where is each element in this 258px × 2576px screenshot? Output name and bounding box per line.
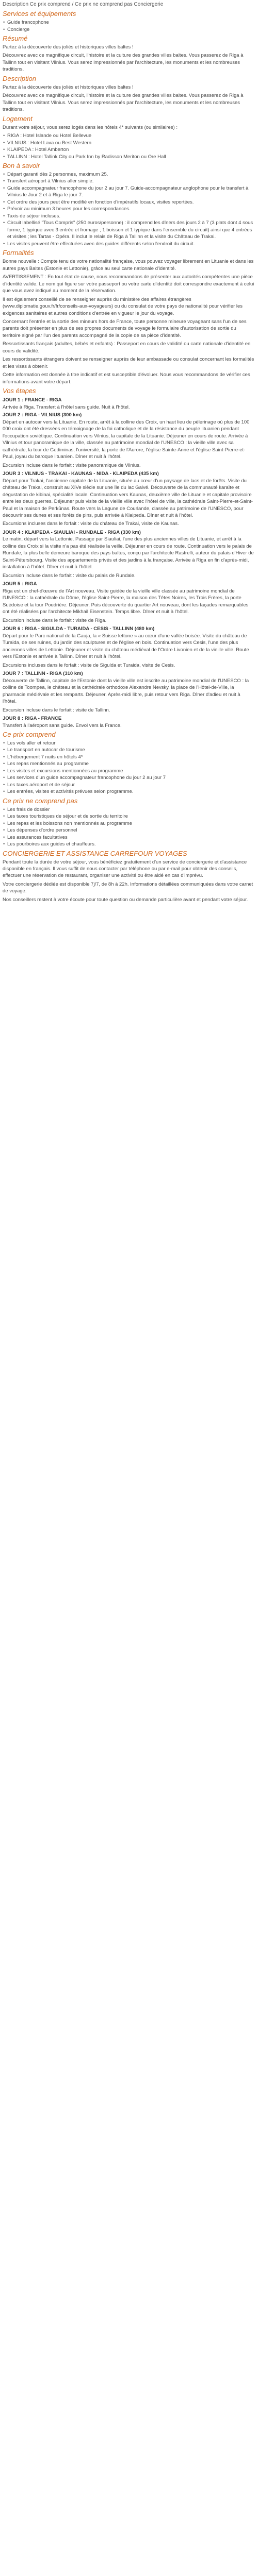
bon-a-savoir-item: • Départ garanti dès 2 personnes, maximum 25. [3, 171, 255, 178]
conciergerie-para: Votre conciergerie dédiée est disponible 7j/7, de 8h à 22h. Informations détaillées communiquées dans votre carnet de voyage. [3, 881, 253, 894]
page [0, 0, 258, 908]
price-includes-item: • L'hébergement 7 nuits en hôtels 4* [3, 754, 255, 760]
price-includes-list [3, 740, 255, 795]
bon-a-savoir-item: • Guide accompagnateur francophone du jour 2 au jour 7. Guide-accompagnateur anglophone pour le transfert à Vilnius le Jour 2 et à Riga le jour 7. [3, 185, 255, 199]
formalites-para: Cette information est donnée à titre indicatif et est susceptible d'évoluer. Nous vous recommandons de vérifier ces informations avant votre départ. [3, 372, 250, 385]
day-block [3, 470, 255, 528]
logement-heading: Logement [3, 114, 33, 123]
formalites-heading: Formalités [3, 249, 34, 257]
day-excursion-note: Excursion incluse dans le forfait : visite du palais de Rundale. [3, 572, 136, 579]
services-heading: Services et équipements [3, 10, 76, 18]
price-excludes-item: • Les frais de dossier [3, 806, 255, 813]
day-block [3, 581, 255, 624]
day-title: JOUR 8 : RIGA - FRANCE [3, 716, 62, 722]
day-summary: Transfert à l'aéroport sans guide. Envol vers la France. [3, 722, 122, 728]
logement-item: • TALLINN : Hotel Tallink City ou Park Inn by Radisson Meriton ou Ore Hall [3, 154, 255, 160]
day-title: JOUR 5 : RIGA [3, 581, 37, 587]
services-item: • Guide francophone [3, 19, 255, 26]
logement-item: • VILNIUS : Hotel Lava ou Best Western [3, 140, 255, 146]
price-includes-item: • Les taxes aéroport et de séjour [3, 782, 255, 788]
conciergerie-para: Nos conseillers restent à votre écoute pour toute question ou demande particulière avant et pendant votre séjour. [3, 896, 248, 903]
day-description: Départ pour Trakai, l'ancienne capitale de la Lituanie, située au cœur d'un paysage de lacs et de forêts. Visite du château de Trakai, construit au XIVe siècle sur une île du lac Galvé. Découverte de la communauté karaïte et dégustation de kibinai, spécialité locale. Continuation vers Kaunas, deuxième ville de Lituanie et capitale provisoire entre les deux guerres. Déjeuner puis visite de la vieille ville avec l'hôtel de ville, la cathédrale Saint-Pierre-et-Saint-Paul et la maison de Perkūnas. Route vers la Lagune de Courlande, classée au patrimoine de l'UNESCO, pour découvrir ses dunes et ses forêts de pins, puis arrivée à Klaipeda. Dîner et nuit à l'hôtel. [3, 478, 253, 518]
bon-a-savoir-item: • Prévoir au minimum 3 heures pour les correspondances. [3, 206, 255, 212]
conciergerie-heading: CONCIERGERIE ET ASSISTANCE CARREFOUR VOYAGES [3, 849, 187, 857]
services-list [3, 19, 255, 33]
day-description: Le matin, départ vers la Lettonie. Passage par Siauliai, l'une des plus anciennes villes de Lituanie, et arrêt à la colline des Croix si la visite n'a pas été réalisée la veille. Déjeuner en cours de route. Continuation vers le palais de Rundale, la plus belle demeure baroque des pays baltes, conçu par l'architecte Rastrelli, auteur du palais d'Hiver de Saint-Pétersbourg. Visite des appartements privés et des jardins à la française. Arrivée à Riga en fin d'après-midi, installation à l'hôtel. Dîner et nuit à l'hôtel. [3, 536, 254, 570]
resume-para: Découvrez avec ce magnifique circuit, l'histoire et la culture des grandes villes baltes. Vous passerez de Riga à Tallinn tout en visitant Vilnius. Vous serez impressionnés par l'architecture, les monuments et les nombreuses traditions. [3, 53, 244, 73]
formalites-para: Les ressortissants étrangers doivent se renseigner auprès de leur ambassade ou consulat concernant les formalités et les visas à obtenir. [3, 357, 254, 369]
formalites-para: Bonne nouvelle : Compte tenu de votre nationalité française, vous pouvez voyager librement en Lituanie et dans les autres pays Baltes (Estonie et Lettonie), grâce au seul carte nationale d'identité. [3, 259, 254, 272]
price-includes-item: • Les repas mentionnés au programme [3, 760, 255, 767]
day-title: JOUR 4 : KLAIPEDA - SIAULIAI - RUNDALE - RIGA (330 km) [3, 529, 141, 535]
day-block [3, 670, 255, 714]
bon-a-savoir-item: • Les visites peuvent être effectuées avec des guides différents selon l'endroit du circuit. [3, 241, 255, 247]
day-description: Départ pour le Parc national de la Gauja, la « Suisse lettone » au cœur d'une vallée boisée. Visite du château de Turaida, de ses ruines, du jardin des sculptures et de l'église en bois. Continuation vers Cesis, l'une des plus anciennes villes de Lettonie. Déjeuner et visite du château médiéval de l'Ordre Livonien et de la vieille ville. Route vers l'Estonie et arrivée à Tallinn. Dîner et nuit à l'hôtel. [3, 633, 249, 660]
description-para: Découvrez avec ce magnifique circuit, l'histoire et la culture des grandes villes baltes. Vous passerez de Riga à Tallinn tout en visitant Vilnius. Vous serez impressionnés par l'architecture, les monuments et les nombreuses traditions. [3, 93, 244, 113]
day-title: JOUR 3 : VILNIUS - TRAKAI - KAUNAS - NIDA - KLAIPEDA (435 km) [3, 471, 159, 477]
logement-list [3, 132, 255, 160]
bon-a-savoir-list [3, 171, 255, 247]
day-title: JOUR 7 : TALLINN - RIGA (310 km) [3, 671, 83, 677]
document-title: Description Ce prix comprend / Ce prix ne comprend pas Conciergerie [3, 2, 164, 7]
bon-a-savoir-item: • Circuit labellisé "Tous Compris" (250 euros/personne) : il comprend les dîners des jours 2 à 7 (3 plats dont 4 sous forme, 1 typique avec 3 entrée et fromage ; 1 boisson et 1 typique dans l'ensemble du circuit) ainsi que 4 entrées et visites ; les Tartas - Opéra. Il inclut le relais de Riga à Tallinn et la visite du Château de Trakai. [3, 219, 255, 240]
day-description: Découverte de Tallinn, capitale de l'Estonie dont la vieille ville est inscrite au patrimoine mondial de l'UNESCO : la colline de Toompea, le château et la cathédrale orthodoxe Alexandre Nevsky, la place de l'Hôtel-de-Ville, la pharmacie médiévale et les remparts. Déjeuner. Après-midi libre, puis retour vers Riga. Dîner d'adieu et nuit à l'hôtel. [3, 677, 249, 705]
price-excludes-item: • Les assurances facultatives [3, 834, 255, 841]
conciergerie-para: Pendant toute la durée de votre séjour, vous bénéficiez gratuitement d'un service de conciergerie et d'assistance disponible en français. Il vous suffit de nous contacter par téléphone ou par e-mail pour obtenir des conseils, effectuer une réservation de restaurant, organiser une activité ou être aidé en cas d'imprévu. [3, 859, 247, 879]
day-block [3, 715, 255, 729]
price-excludes-list [3, 806, 255, 848]
logement-item: • RIGA : Hotel Islande ou Hotel Bellevue [3, 132, 255, 139]
bon-a-savoir-heading: Bon à savoir [3, 162, 40, 170]
day-title: JOUR 1 : FRANCE - RIGA [3, 397, 62, 403]
price-includes-item: • Les services d'un guide accompagnateur francophone du jour 2 au jour 7 [3, 774, 255, 781]
day-title: JOUR 2 : RIGA - VILNIUS (300 km) [3, 412, 82, 418]
day-block [3, 412, 255, 469]
description-para: Partez à la découverte des joliés et historiques villes baltes ! [3, 84, 134, 90]
etapes-heading: Vos étapes [3, 387, 36, 395]
price-includes-item: • Les visites et excursions mentionnées au programme [3, 768, 255, 774]
services-item: • Concierge [3, 26, 255, 33]
day-block [3, 529, 255, 579]
resume-para: Partez à la découverte des joliés et historiques villes baltes ! [3, 44, 134, 50]
day-excursion-note: Excursion incluse dans le forfait : visite de Riga. [3, 617, 107, 623]
day-excursion-note: Excursion incluse dans le forfait : visite panoramique de Vilnius. [3, 462, 141, 468]
price-excludes-item: • Les pourboires aux guides et chauffeurs. [3, 841, 255, 848]
day-description: Riga est un chef-d'œuvre de l'Art nouveau. Visite guidée de la vieille ville classée au patrimoine mondial de l'UNESCO : la cathédrale du Dôme, l'église Saint-Pierre, la maison des Têtes Noires, les Trois Frères, la porte Suédoise et la tour Poudrière. Déjeuner. Puis découverte du quartier Art nouveau, dont les façades remarquables ont été réalisées par l'architecte Mikhail Eisenstein. Temps libre. Dîner et nuit à l'hôtel. [3, 588, 249, 615]
formalites-para: Ressortissants français (adultes, bébés et enfants) : Passeport en cours de validité ou carte nationale d'identité en cours de validité. [3, 341, 251, 354]
formalites-para: Concernant l'entrée et la sortie des mineurs hors de France, toute personne mineure voyageant sans l'un de ses parents doit présenter en plus de ses propres documents de voyage le formulaire d'autorisation de sortie du territoire signé par l'un des parents accompagné de la copie de sa pièce d'identité. [3, 319, 247, 338]
formalites-para: Il est également conseillé de se renseigner auprès du ministère des affaires étrangères (www.diplomatie.gouv.fr/fr/conseils-aux-voyageurs) ou du consulat de votre pays de nationalité pour vérifier les exigences sanitaires et autres conditions d'entrée en vigueur le jour du voyage. [3, 296, 243, 316]
day-block [3, 625, 255, 669]
resume-heading: Résumé [3, 35, 28, 43]
day-block [3, 397, 255, 411]
price-includes-heading: Ce prix comprend [3, 731, 56, 739]
price-excludes-item: • Les repas et les boissons non mentionnés au programme [3, 820, 255, 827]
day-summary: Arrivée à Riga. Transfert à l'hôtel sans guide. Nuit à l'hôtel. [3, 404, 130, 410]
price-includes-item: • Les entrées, visites et activités prévues selon programme. [3, 788, 255, 795]
formalites-para: AVERTISSEMENT : En tout état de cause, nous recommandons de présenter aux autorités compétentes une pièce d'identité valide. Le nom qui figure sur votre passeport ou votre carte d'identité doit correspondre exactement à celui que vous avez indiqué au moment de la réservation. [3, 274, 254, 294]
price-excludes-item: • Les dépenses d'ordre personnel [3, 827, 255, 834]
day-excursion-note: Excursions incluses dans le forfait : visite du château de Trakai, visite de Kaunas. [3, 521, 179, 527]
price-includes-item: • Le transport en autocar de tourisme [3, 747, 255, 753]
price-excludes-item: • Les taxes touristiques de séjour et de sortie du territoire [3, 813, 255, 820]
day-excursion-note: Excursions incluses dans le forfait : visite de Sigulda et Turaida, visite de Cesis. [3, 662, 175, 668]
bon-a-savoir-item: • Cet ordre des jours peut être modifié en fonction d'impératifs locaux, visites reportées. [3, 199, 255, 206]
logement-intro: Durant votre séjour, vous serez logés dans les hôtels 4* suivants (ou similaires) : [3, 124, 178, 130]
price-excludes-heading: Ce prix ne comprend pas [3, 796, 78, 805]
day-title: JOUR 6 : RIGA - SIGULDA - TURAIDA - CESIS - TALLINN (480 km) [3, 626, 155, 632]
bon-a-savoir-item: • Taxis de séjour incluses. [3, 213, 255, 219]
price-includes-item: • Les vols aller et retour [3, 740, 255, 747]
logement-item: • KLAIPEDA : Hotel Amberton [3, 146, 255, 153]
bon-a-savoir-item: • Transfert aéroport à Vilnius aller simple. [3, 178, 255, 184]
day-description: Départ en autocar vers la Lituanie. En route, arrêt à la colline des Croix, un haut lieu de pèlerinage où plus de 100 000 croix ont été dressées en témoignage de la foi catholique et de la résistance du peuple lituanien pendant l'occupation soviétique. Continuation vers Vilnius, la capitale de la Lituanie. Déjeuner en cours de route. Arrivée à Vilnius et tour panoramique de la ville, classée au patrimoine mondial de l'UNESCO : la vieille ville avec sa cathédrale, la tour de Gediminas, l'université, la porte de l'Aurore, l'église Sainte-Anne et l'église Saint-Pierre-et-Paul, joyau du baroque lituanien. Dîner et nuit à l'hôtel. [3, 419, 250, 460]
day-excursion-note: Excursion incluse dans le forfait : visite de Tallinn. [3, 707, 110, 713]
description-heading: Description [3, 74, 37, 82]
